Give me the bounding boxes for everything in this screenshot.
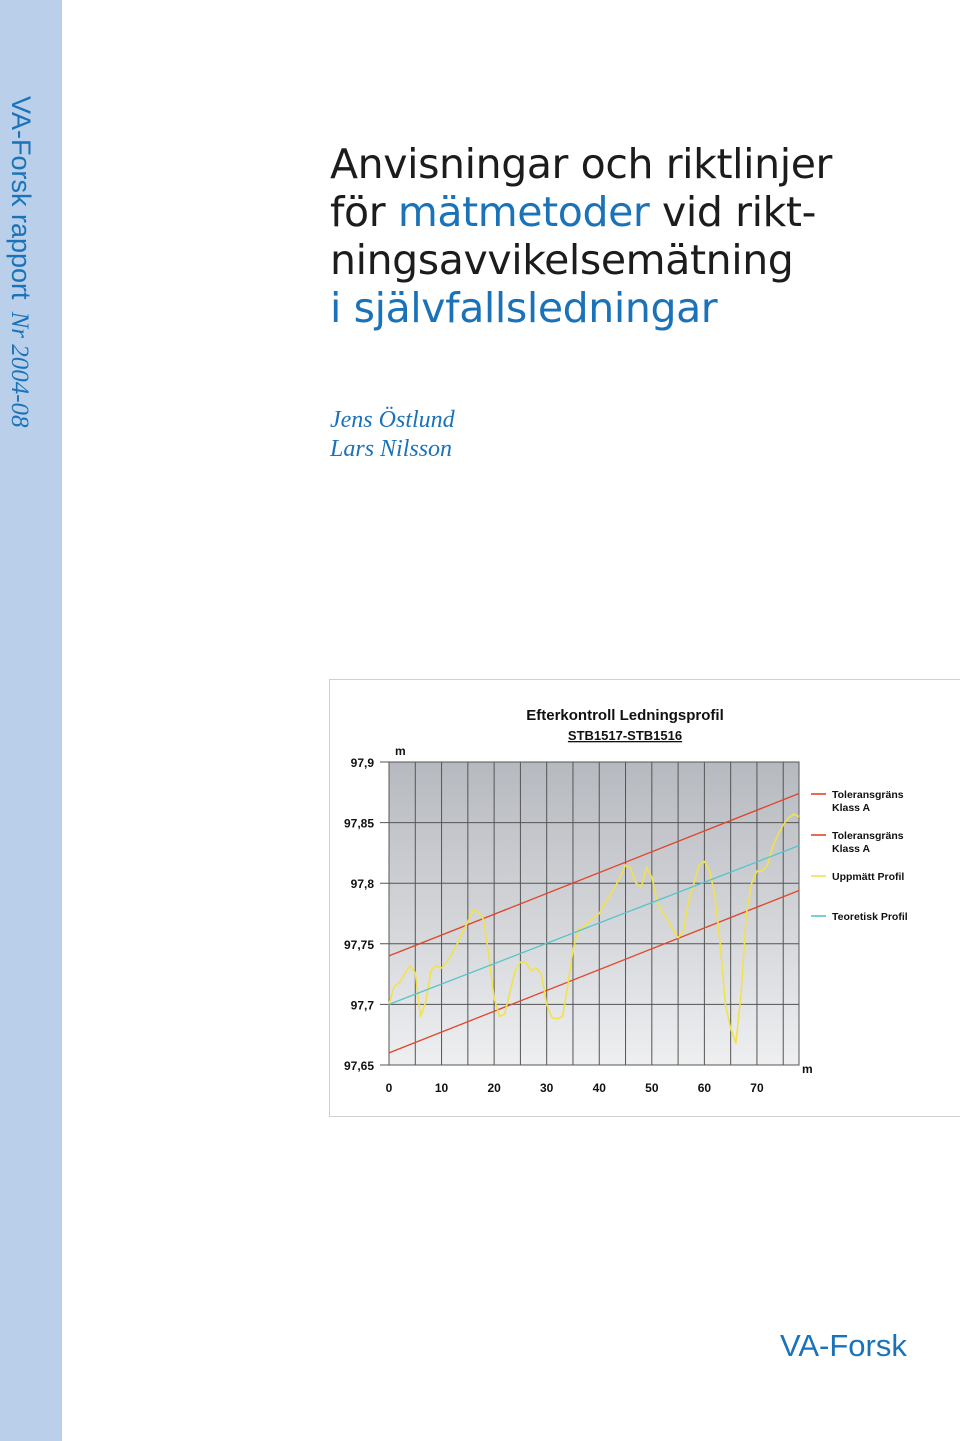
y-tick-label: 97,85: [343, 816, 374, 831]
spine-label: [5, 96, 36, 428]
chart-subtitle: STB1517-STB1516: [567, 728, 683, 743]
title-highlight: mätmetoder: [397, 188, 650, 236]
legend-label: Toleransgräns: [832, 830, 904, 842]
chart-frame: [329, 679, 960, 1117]
report-series: VA-Forsk rapport: [6, 96, 36, 300]
y-tick-label: 97,75: [343, 937, 374, 952]
profile-chart: [330, 680, 960, 1116]
spine-bar: [0, 0, 62, 1441]
x-tick-label: 20: [487, 1081, 501, 1095]
publisher-logo: VA-Forsk: [780, 1328, 907, 1363]
author-list: [330, 406, 455, 464]
title-line-4: i självfallsledningar: [330, 284, 718, 332]
y-tick-labels: [344, 756, 374, 1073]
x-tick-label: 30: [540, 1081, 554, 1095]
x-tick-label: 10: [434, 1081, 449, 1095]
report-number: Nr 2004-08: [6, 311, 33, 428]
author-2: Lars Nilsson: [330, 436, 453, 462]
x-tick-label: 40: [592, 1081, 606, 1095]
chart-legend: [811, 789, 908, 923]
legend-label-secondary: Klass A: [832, 802, 871, 814]
y-tick-label: 97,7: [350, 998, 374, 1013]
title-line-2-end: vid rikt-: [649, 188, 816, 236]
chart-title: Efterkontroll Ledningsprofil: [526, 707, 724, 724]
legend-label-secondary: Klass A: [832, 843, 871, 855]
title-line-3: ningsavvikelsemätning: [330, 236, 794, 284]
y-tick-label: 97,8: [350, 877, 374, 892]
legend-label: Teoretisk Profil: [832, 911, 908, 923]
title-line-1: Anvisningar och riktlinjer: [330, 140, 833, 188]
document-title: [330, 140, 930, 332]
author-1: Jens Östlund: [330, 407, 455, 433]
x-tick-labels: [386, 1081, 764, 1095]
x-tick-label: 0: [385, 1081, 393, 1095]
y-tick-label: 97,9: [350, 756, 374, 770]
x-unit-label: m: [802, 1062, 813, 1076]
x-tick-label: 70: [750, 1081, 764, 1095]
x-tick-label: 50: [645, 1081, 659, 1095]
x-tick-label: 60: [697, 1081, 712, 1095]
title-line-2-start: för: [330, 188, 398, 236]
y-unit-label: m: [395, 744, 406, 758]
y-tick-label: 97,65: [343, 1059, 374, 1073]
plot-area: [389, 762, 799, 1065]
legend-label: Toleransgräns: [832, 789, 904, 801]
legend-label: Uppmätt Profil: [832, 871, 905, 883]
